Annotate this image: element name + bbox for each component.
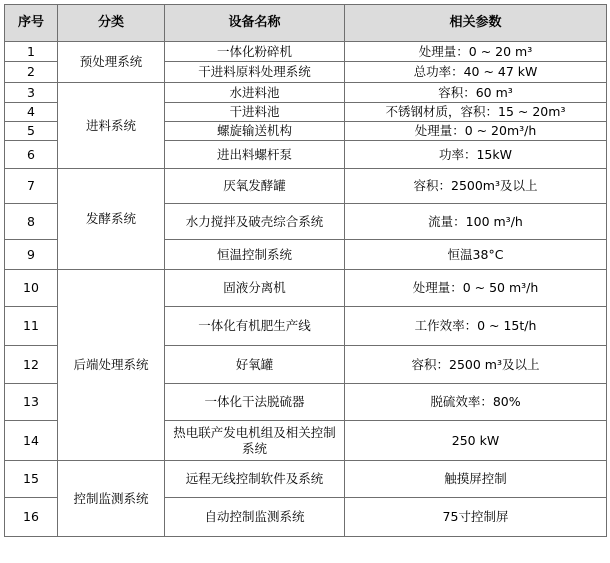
- equipment-param: 触摸屏控制: [345, 461, 607, 498]
- equipment-name: 厌氧发酵罐: [165, 169, 345, 204]
- row-no: 4: [5, 103, 58, 122]
- category-cell: 控制监测系统: [58, 461, 165, 537]
- row-no: 13: [5, 384, 58, 421]
- row-no: 6: [5, 141, 58, 169]
- equipment-param: 容积：2500 m³及以上: [345, 346, 607, 384]
- equipment-param: 处理量：0 ~ 50 m³/h: [345, 270, 607, 307]
- equipment-name: 一体化有机肥生产线: [165, 307, 345, 346]
- equipment-param: 容积：2500m³及以上: [345, 169, 607, 204]
- equipment-name: 进出料螺杆泵: [165, 141, 345, 169]
- equipment-param: 处理量：0 ~ 20 m³: [345, 42, 607, 62]
- category-cell: 进料系统: [58, 83, 165, 169]
- equipment-name: 干进料池: [165, 103, 345, 122]
- equipment-name: 一体化粉碎机: [165, 42, 345, 62]
- equipment-name: 自动控制监测系统: [165, 498, 345, 537]
- equipment-name: 热电联产发电机组及相关控制系统: [165, 421, 345, 461]
- equipment-name: 好氧罐: [165, 346, 345, 384]
- equipment-param: 处理量：0 ~ 20m³/h: [345, 122, 607, 141]
- row-no: 15: [5, 461, 58, 498]
- row-no: 11: [5, 307, 58, 346]
- table-row: [5, 83, 607, 103]
- equipment-param: 250 kW: [345, 421, 607, 461]
- equipment-name: 螺旋输送机构: [165, 122, 345, 141]
- equipment-param: 脱硫效率：80%: [345, 384, 607, 421]
- table-row: [5, 42, 607, 62]
- equipment-param: 总功率：40 ~ 47 kW: [345, 62, 607, 83]
- equipment-name: 远程无线控制软件及系统: [165, 461, 345, 498]
- table-row: [5, 169, 607, 204]
- equipment-param: 恒温38°C: [345, 240, 607, 270]
- row-no: 16: [5, 498, 58, 537]
- header-parameters: 相关参数: [345, 5, 607, 42]
- row-no: 1: [5, 42, 58, 62]
- header-row: [5, 5, 607, 42]
- row-no: 12: [5, 346, 58, 384]
- row-no: 2: [5, 62, 58, 83]
- row-no: 10: [5, 270, 58, 307]
- category-cell: 后端处理系统: [58, 270, 165, 461]
- table-row: [5, 461, 607, 498]
- header-equipment-name: 设备名称: [165, 5, 345, 42]
- equipment-name: 一体化干法脱硫器: [165, 384, 345, 421]
- equipment-param: 75寸控制屏: [345, 498, 607, 537]
- row-no: 5: [5, 122, 58, 141]
- category-cell: 发酵系统: [58, 169, 165, 270]
- equipment-table: [4, 4, 607, 537]
- equipment-name: 固液分离机: [165, 270, 345, 307]
- row-no: 7: [5, 169, 58, 204]
- equipment-param: 流量：100 m³/h: [345, 204, 607, 240]
- equipment-param: 功率：15kW: [345, 141, 607, 169]
- row-no: 3: [5, 83, 58, 103]
- equipment-name: 干进料原料处理系统: [165, 62, 345, 83]
- row-no: 9: [5, 240, 58, 270]
- header-category: 分类: [58, 5, 165, 42]
- equipment-name: 恒温控制系统: [165, 240, 345, 270]
- equipment-name: 水进料池: [165, 83, 345, 103]
- equipment-param: 工作效率：0 ~ 15t/h: [345, 307, 607, 346]
- row-no: 8: [5, 204, 58, 240]
- row-no: 14: [5, 421, 58, 461]
- category-cell: 预处理系统: [58, 42, 165, 83]
- equipment-name: 水力搅拌及破壳综合系统: [165, 204, 345, 240]
- table-row: [5, 270, 607, 307]
- equipment-param: 不锈钢材质，容积：15 ~ 20m³: [345, 103, 607, 122]
- header-no: 序号: [5, 5, 58, 42]
- equipment-param: 容积：60 m³: [345, 83, 607, 103]
